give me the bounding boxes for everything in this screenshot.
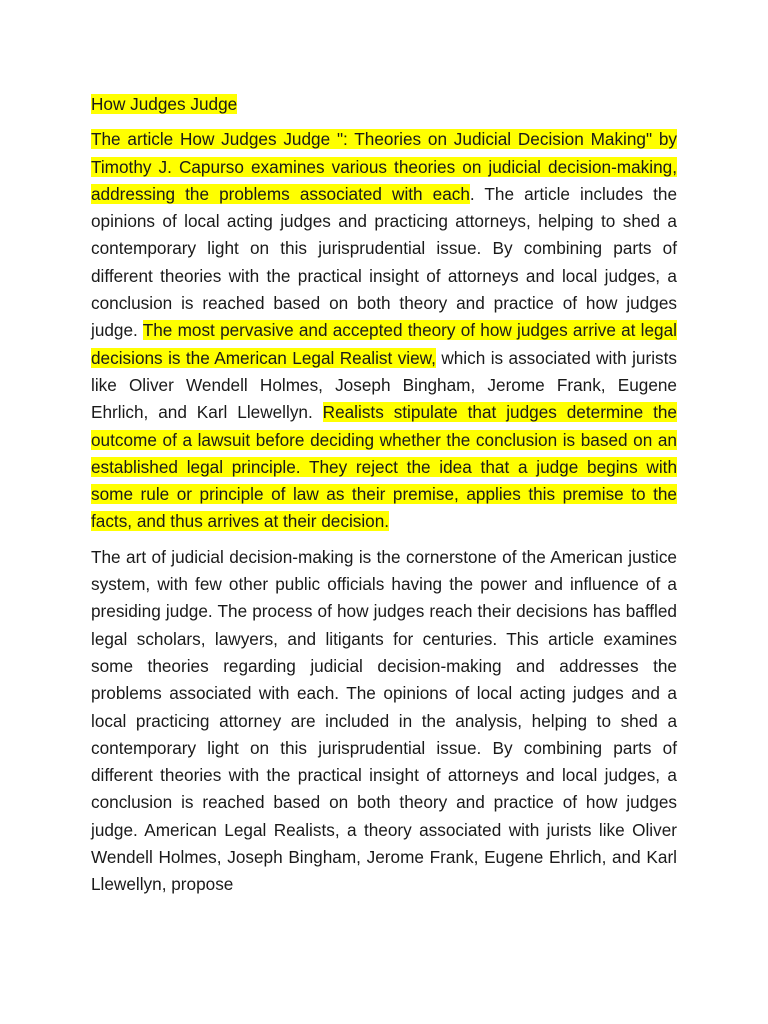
paragraph-2 [91, 544, 677, 899]
document-body [91, 91, 677, 907]
document-title [91, 91, 677, 118]
title-text: How Judges Judge [91, 94, 238, 114]
text-segment: . The article includes the opinions of local acting judges and practicing attorneys, helping to shed a contemporary light on this jurisprudential issue. By combining parts of different theories with the practical insight of attorneys and local judges, a conclusion is reached based on both theory and practice of how judges judge. [91, 183, 678, 341]
highlighted-segment: The article How Judges Judge ": Theories on Judicial Decision Making" by Timothy J. Capurso examines various theories on judicial decision-making, addressing the problems associated with each [91, 129, 677, 204]
highlighted-segment: The most pervasive and accepted theory of how judges arrive at legal decisions is the American Legal Realist view, [91, 320, 677, 368]
highlighted-segment: Realists stipulate that judges determine the outcome of a lawsuit before deciding whether the conclusion is based on an established legal principle. They reject the idea that a judge begins with some rule or principle of law as their premise, applies this premise to the facts, and thus arrives at their decision. [91, 402, 677, 532]
text-segment: which is associated with jurists like Oliver Wendell Holmes, Joseph Bingham, Jerome Frank, Eugene Ehrlich, and Karl Llewellyn. [91, 347, 677, 423]
text-segment: The art of judicial decision-making is the cornerstone of the American justice system, with few other public officials having the power and influence of a presiding judge. The process of how judges reach their decisions has baffled legal scholars, lawyers, and litigants for centuries. This article examines some theories regarding judicial decision-making and addresses the problems associated with each. The opinions of local acting judges and a local practicing attorney are included in the analysis, helping to shed a contemporary light on this jurisprudential issue. By combining parts of different theories with the practical insight of attorneys and local judges, a conclusion is reached based on both theory and practice of how judges judge. American Legal Realists, a theory associated with jurists like Oliver Wendell Holmes, Joseph Bingham, Jerome Frank, Eugene Ehrlich, and Karl Llewellyn, propose [91, 546, 677, 895]
paragraph-1 [91, 126, 677, 535]
